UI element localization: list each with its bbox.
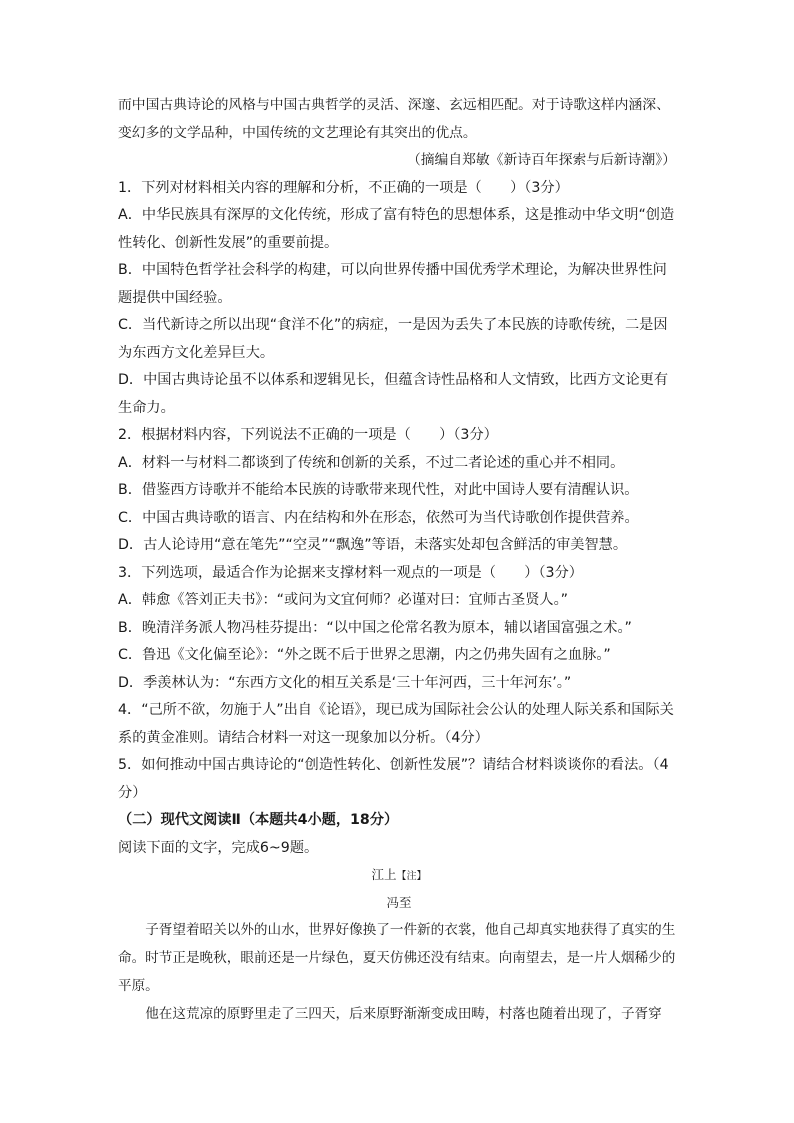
- question-4: [118, 697, 680, 752]
- question-2: [118, 422, 680, 560]
- intro-line-1: 而中国古典诗论的风格与中国古典哲学的灵活、深邃、玄远相匹配。对于诗歌这样内涵深、: [118, 97, 670, 113]
- question-5: [118, 752, 680, 807]
- question-stem: 1．下列对材料相关内容的理解和分析，不正确的一项是（ ）（3分）: [118, 179, 569, 196]
- intro-line-2: 变幻多的文学品种，中国传统的文艺理论有其突出的优点。: [118, 124, 477, 141]
- option-d: D．中国古典诗论虽不以体系和逻辑见长，但蕴含诗性品格和人文情致，比西方文论更有生命力。: [118, 372, 669, 416]
- document-page: [118, 92, 680, 1028]
- option-c: C．中国古典诗歌的语言、内在结构和外在形态，依然可为当代诗歌创作提供营养。: [118, 509, 639, 526]
- option-b: B．中国特色哲学社会科学的构建，可以向世界传播中国优秀学术理论，为解决世界性问题提供中国经验。: [118, 262, 667, 306]
- story-paragraph: 子胥望着昭关以外的山水，世界好像换了一件新的衣裳，他自己却真实地获得了真实的生命。时节正是晚秋，眼前还是一片绿色，夏天仿佛还没有结束。向南望去，是一片人烟稀少的平原。: [118, 922, 676, 994]
- option-d: D．季羡林认为：“东西方文化的相互关系是‘三十年河西，三十年河东’。”: [118, 674, 572, 691]
- story-title-text: 江上: [371, 867, 397, 882]
- option-b: B．晚清洋务派人物冯桂芬提出：“以中国之伦常名教为原本，辅以诸国富强之术。”: [118, 619, 632, 636]
- question-stem: 4．“己所不欲，勿施于人”出自《论语》，现已成为国际社会公认的处理人际关系和国际关系的黄金准则。请结合材料一对这一现象加以分析。（4分）: [118, 702, 674, 746]
- section-instruction: 阅读下面的文字，完成6~9题。: [118, 839, 319, 856]
- option-b: B．借鉴西方诗歌并不能给本民族的诗歌带来现代性，对此中国诗人要有清醒认识。: [118, 482, 639, 498]
- question-stem: 2．根据材料内容，下列说法不正确的一项是（ ）（3分）: [118, 427, 498, 443]
- section-heading: （二）现代文阅读Ⅱ（本题共4小题，18分）: [118, 812, 399, 828]
- story-paragraph: 他在这荒凉的原野里走了三四天，后来原野渐渐变成田畴，村落也随着出现了，子胥穿: [145, 1006, 662, 1022]
- story-title: [118, 862, 680, 890]
- option-a: A．中华民族具有深厚的文化传统，形成了富有特色的思想体系，这是推动中华文明“创造性转化、创新性发展”的重要前提。: [118, 207, 675, 251]
- story-note-marker: 【注】: [396, 871, 427, 882]
- option-c: C．鲁迅《文化偏至论》：“外之既不后于世界之思潮，内之仍弗失固有之血脉。”: [118, 647, 611, 663]
- question-stem: 3．下列选项，最适合作为论据来支撑材料一观点的一项是（ ）（3分）: [118, 564, 583, 581]
- option-d: D．古人论诗用“意在笔先”“空灵”“飘逸”等语，未落实处却包含鲜活的审美智慧。: [118, 537, 628, 553]
- option-c: C．当代新诗之所以出现“食洋不化”的病症，一是因为丢失了本民族的诗歌传统，二是因为东西方文化差异巨大。: [118, 317, 668, 361]
- source-citation: （摘编自郑敏《新诗百年探索与后新诗潮》）: [406, 152, 676, 168]
- option-a: A．韩愈《答刘正夫书》：“或问为文宜何师？必谨对曰：宜师古圣贤人。”: [118, 592, 569, 608]
- question-1: [118, 175, 680, 423]
- story-author: 冯至: [386, 895, 412, 910]
- question-3: [118, 560, 680, 698]
- question-stem: 5．如何推动中国古典诗论的“创造性转化、创新性发展”？请结合材料谈谈你的看法。（4分）: [118, 757, 669, 801]
- option-a: A．材料一与材料二都谈到了传统和创新的关系，不过二者论述的重心并不相同。: [118, 454, 625, 471]
